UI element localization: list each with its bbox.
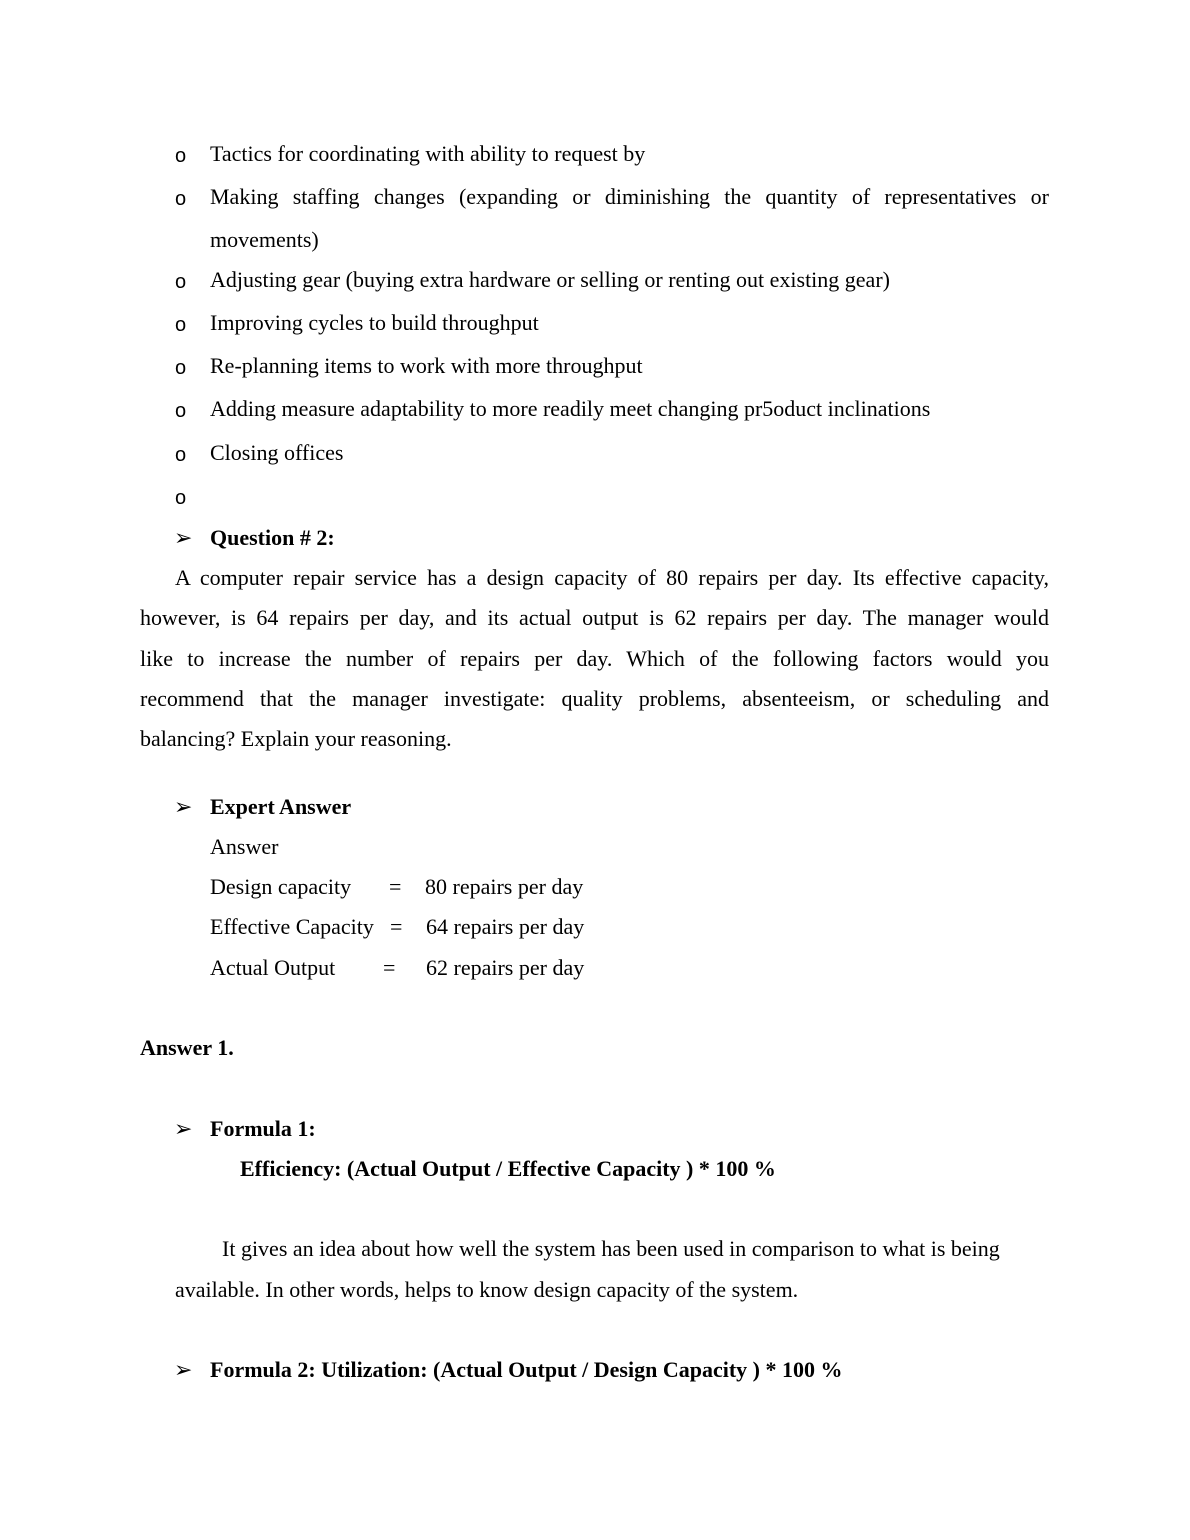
list-item: Adjusting gear (buying extra hardware or selling or renting out existing gear)	[210, 267, 890, 292]
formula-1-heading: Formula 1:	[210, 1116, 316, 1141]
row-label: Design capacity	[210, 874, 352, 899]
bullet-marker: o	[175, 400, 187, 422]
row-equals: =	[383, 955, 396, 980]
formula-1-description: It gives an idea about how well the system has been used in comparison to what is being	[222, 1236, 1000, 1261]
bullet-marker: o	[175, 357, 187, 379]
expert-answer-heading: Expert Answer	[210, 794, 352, 819]
question-line: balancing? Explain your reasoning.	[140, 726, 452, 751]
row-value: 62 repairs per day	[426, 955, 585, 980]
formula-2-heading: Formula 2: Utilization: (Actual Output / Design Capacity ) * 100 %	[210, 1357, 843, 1382]
row-equals: =	[389, 874, 402, 899]
formula-1-expression: Efficiency: (Actual Output / Effective Capacity ) * 100 %	[240, 1156, 776, 1181]
row-equals: =	[390, 914, 403, 939]
arrow-bullet-icon: ➢	[174, 794, 193, 819]
list-item: Adding measure adaptability to more readily meet changing pr5oduct inclinations	[210, 396, 931, 421]
list-item-continuation: movements)	[210, 227, 319, 252]
list-item: Re-planning items to work with more throughput	[210, 353, 643, 378]
bullet-marker: o	[175, 271, 187, 293]
list-item: Improving cycles to build throughput	[210, 310, 539, 335]
answer-1-heading: Answer 1.	[140, 1035, 234, 1060]
question-line: like to increase the number of repairs per day. Which of the following factors would you	[140, 646, 1049, 671]
row-value: 80 repairs per day	[425, 874, 584, 899]
list-item: Tactics for coordinating with ability to request by	[210, 141, 646, 166]
answer-label: Answer	[210, 834, 279, 859]
list-item: Making staffing changes (expanding or diminishing the quantity of representatives or	[210, 184, 1049, 209]
bullet-marker: o	[175, 444, 187, 466]
bullet-marker: o	[175, 487, 187, 509]
arrow-bullet-icon: ➢	[174, 1357, 193, 1382]
bullet-marker: o	[175, 145, 187, 167]
question-line: recommend that the manager investigate: quality problems, absenteeism, or scheduling and	[140, 686, 1049, 711]
question-line: A computer repair service has a design capacity of 80 repairs per day. Its effective capacity,	[175, 565, 1049, 590]
bullet-marker: o	[175, 314, 187, 336]
question-heading: Question # 2:	[210, 525, 335, 550]
arrow-bullet-icon: ➢	[174, 1116, 193, 1141]
row-value: 64 repairs per day	[426, 914, 585, 939]
arrow-bullet-icon: ➢	[174, 525, 193, 550]
list-item: Closing offices	[210, 440, 344, 465]
question-line: however, is 64 repairs per day, and its actual output is 62 repairs per day. The manager would	[140, 605, 1049, 630]
row-label: Effective Capacity	[210, 914, 374, 939]
row-label: Actual Output	[210, 955, 336, 980]
bullet-marker: o	[175, 188, 187, 210]
formula-1-description: available. In other words, helps to know design capacity of the system.	[175, 1277, 799, 1302]
